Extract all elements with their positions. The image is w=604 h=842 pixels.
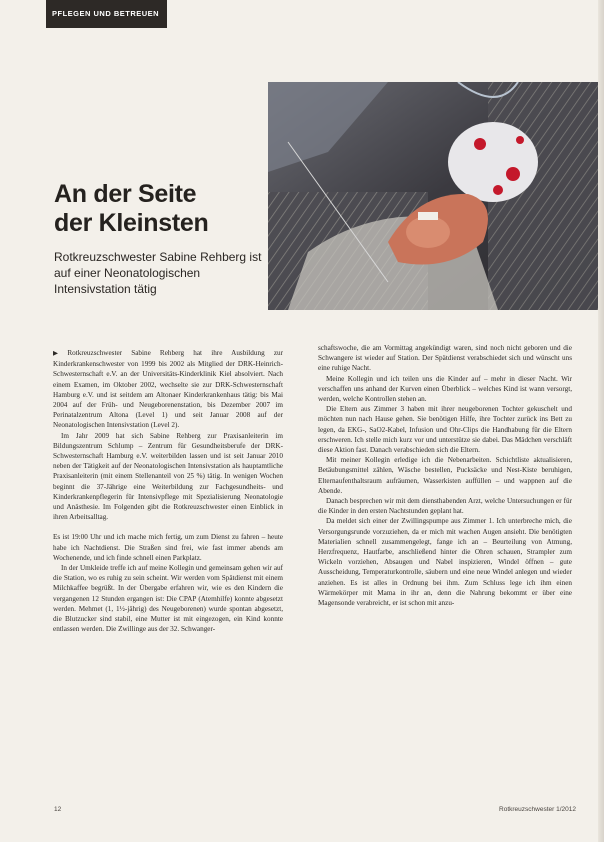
paragraph: Meine Kollegin und ich teilen uns die Kinder auf – mehr in dieser Nacht. Wir verschaffen uns anhand der Kurven einen Überblick – welches Kind ist wann versorgt, werden, welche Kontrollen stehen an.: [318, 374, 572, 404]
paragraph: Mit meiner Kollegin erledige ich die Nebenarbeiten. Schichtliste aktualisieren, Betäubungsmittel zählen, Wäsche bestellen, Pucksäcke und Nest-Kiste beruhigen, Elternaufenthaltsraum aufräumen, Wasserkisten auffüllen – und wappnen auf die Abende.: [318, 456, 572, 495]
neonatal-care-photo: [268, 82, 598, 310]
text-column-left: [53, 348, 283, 644]
bullet-icon: ▶: [53, 350, 66, 357]
text-column-right: [318, 343, 572, 618]
paragraph: Die Eltern aus Zimmer 3 haben mit ihrer neugeborenen Tochter gekuschelt und möchten nun nach Hause gehen. Sie benötigen Hilfe, ihre Tochter zurück ins Bett zu legen, da EKG-, SaO2-Kabel, Infusion und Ohr-Clips die Handhabung für die Eltern erschweren. Ich stelle mich kurz vor und unterstütze sie dabei. Das Mädchen verschläft diese Aktion fast. Danach verabschieden sich die Eltern.: [318, 405, 572, 455]
title-line-1: An der Seite: [54, 180, 197, 208]
paragraph: Da meldet sich einer der Zwillingspumpe aus Zimmer 1. Ich unterbreche mich, die Versorgungsrunde vorzuziehen, da er mich mit wachen Augen ansieht. Die benötigten Materialien schnell zusammengelegt, fange ich an – Beurteilung von Atmung, Herzfrequenz, Hautfarbe, anschließend hinter die Ohren schauen, Strampler zum Wickeln vorziehen, Absaugen und Nabel inspizieren, Windel öffnen – gute Ausscheidung, Temperaturkontrolle, säubern und eine neue Windel anlegen und wieder anziehen. Es ist alles in Ordnung bei ihm. Zum Schluss lege ich ihm einen Wärmekörper mit Mama in ihr an, denn die Nahrung bekommt er über eine Magensonde verabreicht, er ist schon mit anzu-: [318, 517, 572, 608]
paragraph: Es ist 19:00 Uhr und ich mache mich fertig, um zum Dienst zu fahren – heute habe ich Nachtdienst. Die Straßen sind frei, wie fast immer abends am Wochenende, und ich finde schnell einen Parkplatz.: [53, 533, 283, 562]
title-line-2: der Kleinsten: [54, 209, 209, 237]
paragraph: ▶ Rotkreuzschwester Sabine Rehberg hat ihre Ausbildung zur Kinderkrankenschwester von 1999 bis 2002 als Mitglied der DRK-Heinrich-Schwesternschaft e.V. an der Universitäts-Kinderklinik Kiel absolviert. Nach einem Examen, im Oktober 2002, wechselte sie zur DRK-Schwesternschaft Hamburg e.V. und ist seitdem am Altonaer Kinderkrankenhaus tätig: bis Mai 2004 auf der Früh- und Neugeborenenstation, bis Dezember 2007 im Perinatalzentrum Altona (Level 1) und seit Januar 2008 auf der Neonatologischen Intensivstation (Level 2).: [53, 349, 284, 430]
article-title: [54, 180, 208, 238]
article-subtitle: Rotkreuzschwester Sabine Rehberg ist auf einer Neonatologischen Intensivstation tätig: [54, 250, 262, 296]
paragraph: Danach besprechen wir mit dem diensthabenden Arzt, welche Untersuchungen er für die Kinder in den ersten Nachtstunden geplant hat.: [318, 497, 572, 516]
magazine-name: Rotkreuzschwester 1/2012: [499, 806, 576, 813]
section-label: PFLEGEN UND BETREUEN: [46, 0, 167, 28]
paragraph: In der Umkleide treffe ich auf meine Kollegin und gemeinsam gehen wir auf die Station, wo es ruhig zu sein scheint. Wir werden vom Spätdienst mit einem Milchkaffee begrüßt. In der Übergabe erfahren wir, wie es den Kindern die vergangenen 12 Stunden ergangen ist: Die CPAP (Atemhilfe) konnte abgesetzt werden. Mehmet (1, 1½-jährig) des Neugeborenen) wurde spontan abgesetzt, die Blutzucker sind stabil, eine Mutter ist mit eingezogen, ein Kind konnte entlassen werden. Die Zwillinge aus der 32. Schwanger-: [53, 564, 283, 634]
paragraph: Im Jahr 2009 hat sich Sabine Rehberg zur Praxisanleiterin im Bildungszentrum Schlump – Zentrum für Gesundheitsberufe der DRK-Schwesternschaft Hamburg e.V. weiterbilden lassen und ist seit Januar 2010 neben der Tätigkeit auf der Neonatologischen Intensivstation als hauptamtliche Praxisanleiterin (mit einem Stellenanteil von 25 %) tätig. In wenigen Wochen beginnt die 37-Jährige eine Weiterbildung zur Fachgesundheits- und Kinderkrankenpflegerin für Intensivpflege mit Spezialisierung Neonatologie und Anästhesie. Im Folgenden gibt die Rotkreuzschwester einen Einblick in ihren Arbeitsalltag.: [53, 431, 283, 522]
page-footer: [54, 806, 576, 818]
article-photo: [268, 82, 598, 310]
paragraph: schaftswoche, die am Vormittag angekündigt waren, sind noch nicht geboren und die Schwangere ist wieder auf Station. Der Spätdienst verabschiedet sich und wünscht uns eine ruhige Nacht.: [318, 344, 572, 373]
page-edge: [598, 0, 604, 842]
page-number: 12: [54, 806, 62, 813]
